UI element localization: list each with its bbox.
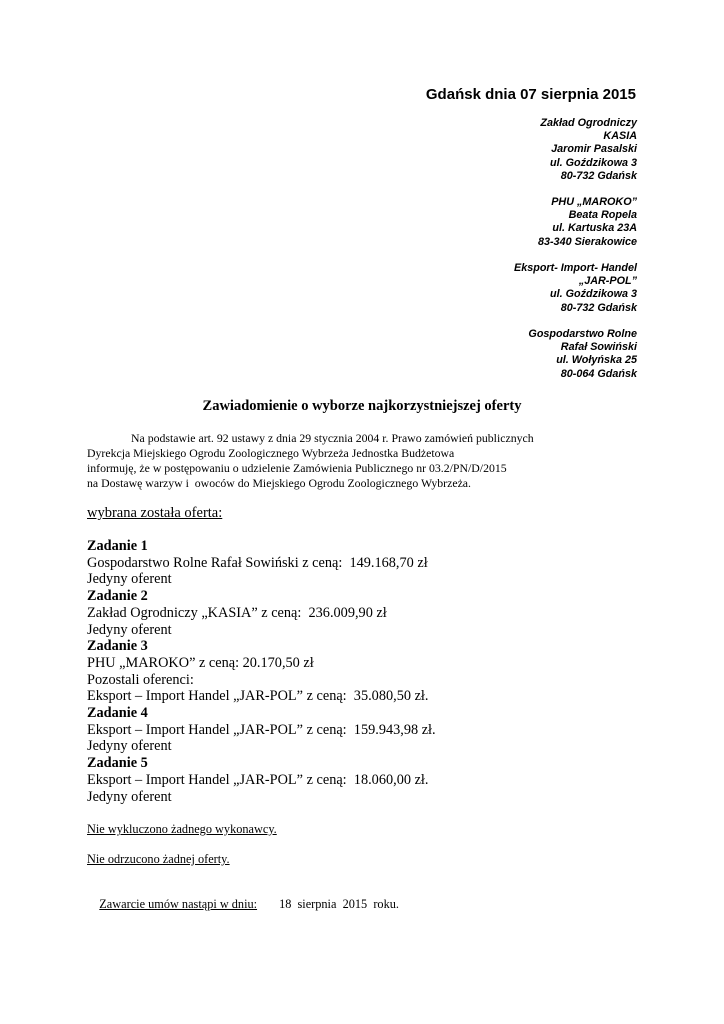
task-line: Eksport – Import Handel „JAR-POL” z ceną: 159.943,98 zł. (87, 721, 436, 738)
task-line: Zakład Ogrodniczy „KASIA” z ceną: 236.009,90 zł (87, 604, 387, 621)
intro-line: Dyrekcja Miejskiego Ogrodu Zoologicznego Wybrzeża Jednostka Budżetowa (87, 446, 455, 460)
task-heading: Zadanie 2 (87, 588, 148, 605)
address-line: ul. Goździkowa 3 (550, 156, 637, 169)
recipient-address-jarpol (514, 262, 637, 315)
address-line: Eksport- Import- Handel (514, 262, 637, 274)
intro-line: na Dostawę warzyw i owoców do Miejskiego Ogrodu Zoologicznego Wybrzeża. (87, 476, 471, 490)
selected-offer-label: wybrana została oferta: (87, 505, 223, 521)
task-line: Jedyny oferent (87, 621, 172, 638)
task-line: PHU „MAROKO” z ceną: 20.170,50 zł (87, 654, 314, 671)
task-line: Jedyny oferent (87, 738, 172, 755)
address-line: Beata Ropela (568, 209, 637, 222)
contract-date-value: 18 sierpnia 2015 roku. (279, 897, 399, 911)
recipient-address-gospodarstwo (528, 328, 637, 381)
address-line: PHU „MAROKO” (551, 196, 637, 208)
document-title: Zawiadomienie o wyborze najkorzystniejszej oferty (202, 398, 522, 414)
task-heading: Zadanie 5 (87, 755, 148, 772)
task-line: Jedyny oferent (87, 571, 172, 588)
address-line: ul. Goździkowa 3 (550, 288, 637, 301)
recipient-address-kasia (540, 117, 637, 183)
address-line: Gospodarstwo Rolne (528, 328, 637, 340)
address-line: ul. Wołyńska 25 (556, 354, 637, 367)
intro-line: Na podstawie art. 92 ustawy z dnia 29 stycznia 2004 r. Prawo zamówień publicznych (131, 431, 534, 445)
note-no-rejections: Nie odrzucono żadnej oferty. (87, 852, 230, 866)
address-line: Jaromir Pasalski (551, 143, 637, 156)
contract-date-line (87, 882, 399, 927)
address-line: 80-732 Gdańsk (560, 169, 637, 182)
address-line: Zakład Ogrodniczy (540, 117, 637, 129)
contract-date-label: Zawarcie umów nastąpi w dniu: (99, 897, 258, 911)
task-line: Jedyny oferent (87, 788, 172, 805)
address-line: Rafał Sowiński (560, 341, 637, 354)
address-line: ul. Kartuska 23A (552, 222, 637, 235)
task-line: Gospodarstwo Rolne Rafał Sowiński z ceną: 149.168,70 zł (87, 554, 428, 571)
recipient-address-maroko (538, 196, 637, 249)
task-line: Eksport – Import Handel „JAR-POL” z ceną: 35.080,50 zł. (87, 688, 429, 705)
task-heading: Zadanie 1 (87, 538, 148, 554)
task-heading: Zadanie 4 (87, 705, 148, 722)
address-line: „JAR-POL” (578, 275, 637, 288)
intro-line: informuję, że w postępowaniu o udzielenie Zamówienia Publicznego nr 03.2/PN/D/2015 (87, 461, 507, 475)
tasks-list (87, 538, 647, 805)
address-line: KASIA (603, 130, 637, 143)
note-no-exclusions: Nie wykluczono żadnego wykonawcy. (87, 822, 277, 836)
address-line: 80-064 Gdańsk (560, 367, 637, 380)
task-heading: Zadanie 3 (87, 638, 148, 655)
place-date: Gdańsk dnia 07 sierpnia 2015 (425, 86, 636, 103)
intro-paragraph (87, 431, 647, 491)
address-line: 83-340 Sierakowice (537, 235, 637, 248)
task-line: Pozostali oferenci: (87, 671, 194, 688)
task-line: Eksport – Import Handel „JAR-POL” z ceną: 18.060,00 zł. (87, 771, 429, 788)
address-line: 80-732 Gdańsk (560, 301, 637, 314)
